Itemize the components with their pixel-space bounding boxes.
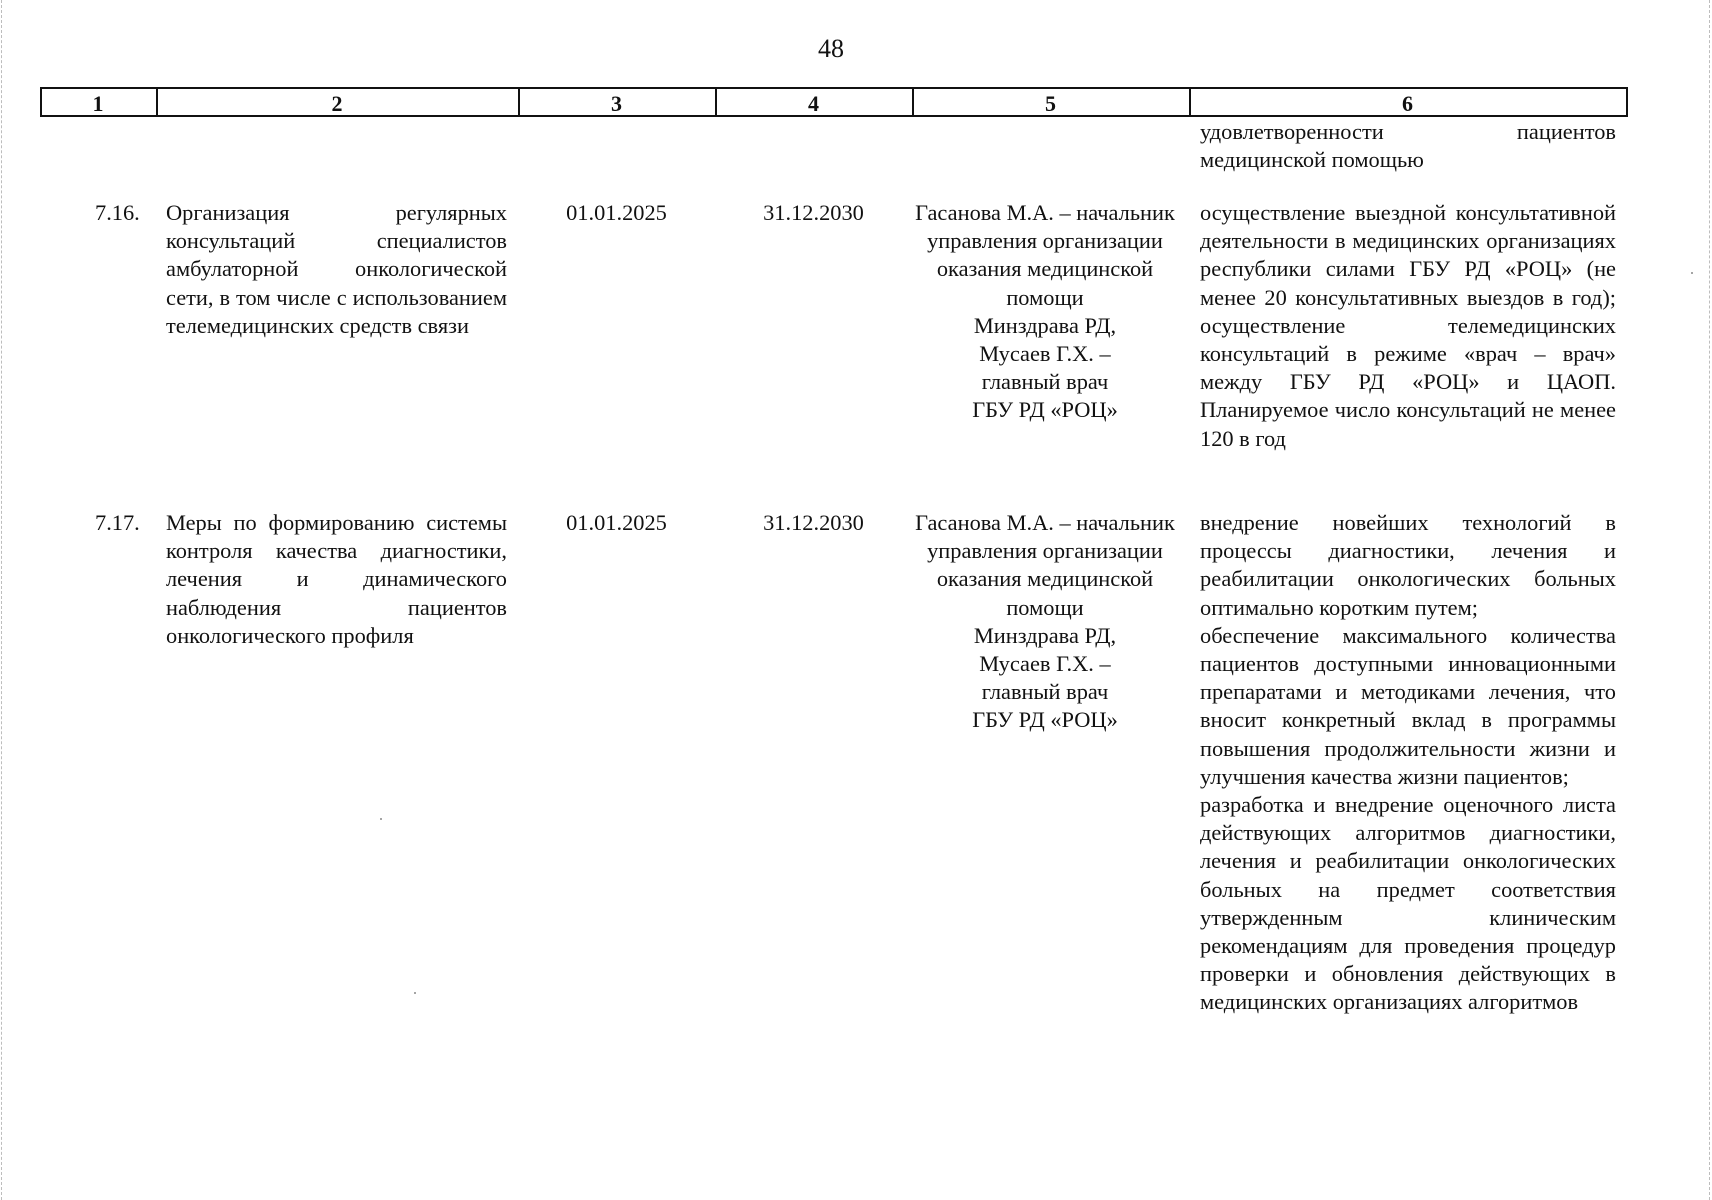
result-paragraph: осуществление выездной консультативной деятельности в медицинских организациях республики силами ГБУ РД «РОЦ» (не менее 20 консультативных выездов в год); осуществление телемедицинских консультаций в режиме «врач – врач» между ГБУ РД «РОЦ» и ЦАОП. Планируемое число консультаций не менее 120 в год [1200,200,1616,451]
responsible-line: Гасанова М.А. – начальник управления организации оказания медицинской помощи [915,200,1175,310]
scan-speck [1691,272,1693,274]
column-number: 4 [808,91,819,116]
scan-left-edge [1,0,3,1200]
responsible-line: ГБУ РД «РОЦ» [972,397,1118,423]
result-cell [1200,509,1616,1017]
result-cell [1200,199,1616,453]
responsible-line: Минздрава РД, [973,622,1117,648]
end-date: 31.12.2030 [763,510,864,535]
header-divider [1626,87,1628,117]
start-date: 01.01.2025 [566,200,667,225]
scan-right-edge [1709,0,1711,1200]
responsible-cell [912,509,1178,735]
responsible-line: главный врач [981,369,1109,395]
start-date: 01.01.2025 [566,510,667,535]
responsible-line: Минздрава РД, [973,312,1117,338]
row-number: 7.17. [95,510,140,535]
header-top-rule [40,87,1628,89]
activity-cell: Организация регулярных консультаций специалистов амбулаторной онкологической сети, в том числе с использованием телемедицинских средств связи [166,200,507,338]
responsible-cell [912,199,1178,425]
column-number: 1 [92,91,104,116]
result-paragraph: разработка и внедрение оценочного листа действующих алгоритмов диагностики, лечения и реабилитации онкологических больных на предмет соответствия утвержденным клиническим рекомендациям для проведения процедур проверки и обновления действующих в медицинских организациях алгоритмов [1200,792,1616,1015]
activity-cell: Меры по формированию системы контроля качества диагностики, лечения и динамического наблюдения пациентов онкологического профиля [166,510,507,648]
column-number: 6 [1402,91,1413,116]
end-date: 31.12.2030 [763,200,864,225]
row-number: 7.16. [95,200,140,225]
column-number: 5 [1045,91,1056,116]
column-number: 3 [611,91,622,116]
scan-speck [414,992,416,994]
result-paragraph: обеспечение максимального количества пациентов доступными инновационными препаратами и методиками лечения, что вносит конкретный вклад в программы повышения продолжительности жизни и улучшения качества жизни пациентов; [1200,622,1616,789]
column-number: 2 [331,91,343,116]
responsible-line: главный врач [981,679,1109,705]
page-number: 48 [818,34,844,63]
responsible-line: Мусаев Г.Х. – [979,651,1111,677]
responsible-line: Гасанова М.А. – начальник управления организации оказания медицинской помощи [915,510,1175,620]
scan-speck [380,818,382,820]
responsible-line: Мусаев Г.Х. – [979,341,1111,367]
carryover-result: удовлетворенности пациентов медицинской помощью [1200,119,1616,173]
responsible-line: ГБУ РД «РОЦ» [972,707,1118,733]
result-paragraph: внедрение новейших технологий в процессы диагностики, лечения и реабилитации онкологических больных оптимально коротким путем; [1200,510,1616,620]
